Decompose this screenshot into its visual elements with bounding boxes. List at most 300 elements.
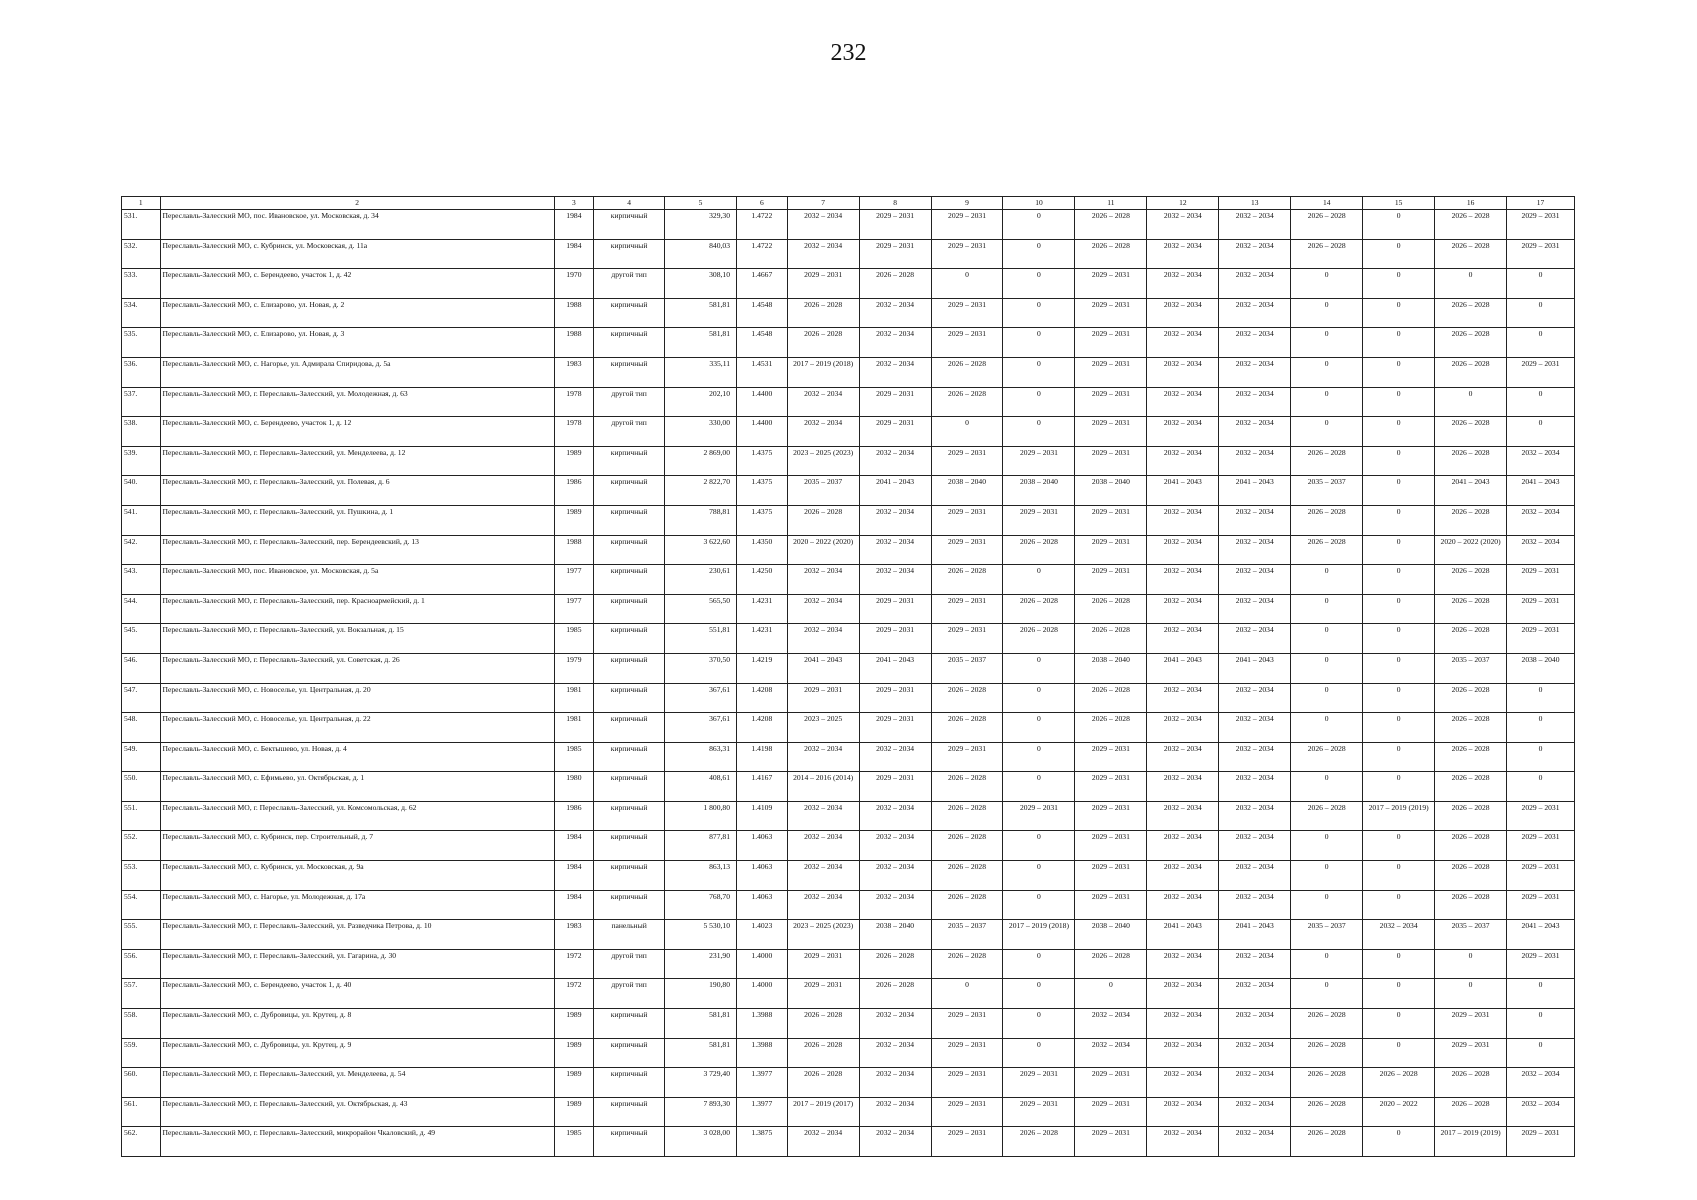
table-cell: 1981	[554, 683, 594, 713]
table-cell: 2029 – 2031	[1507, 210, 1575, 240]
table-cell: 2032 – 2034	[1219, 890, 1291, 920]
table-cell: 556.	[122, 949, 161, 979]
table-cell: 2038 – 2040	[1075, 920, 1147, 950]
table-cell: 408,61	[665, 772, 737, 802]
table-cell: 1988	[554, 535, 594, 565]
table-cell: 2032 – 2034	[1147, 890, 1219, 920]
table-cell: 2026 – 2028	[1291, 742, 1363, 772]
column-header: 3	[554, 197, 594, 210]
table-cell: 2029 – 2031	[1003, 1068, 1075, 1098]
table-cell: 1.4667	[737, 269, 788, 299]
table-cell: 1977	[554, 565, 594, 595]
table-cell: 1988	[554, 298, 594, 328]
table-cell: 2032 – 2034	[1219, 979, 1291, 1009]
table-cell: 2032 – 2034	[1219, 298, 1291, 328]
table-cell: 0	[1507, 742, 1575, 772]
table-cell: 0	[1363, 831, 1435, 861]
table-row	[122, 861, 1575, 891]
table-cell: Переславль-Залесский МО, г. Переславль-Залесский, ул. Менделеева, д. 54	[160, 1068, 554, 1098]
table-cell: 2032 – 2034	[787, 417, 859, 447]
table-cell: 2032 – 2034	[1147, 831, 1219, 861]
table-row	[122, 387, 1575, 417]
table-cell: 2032 – 2034	[1219, 861, 1291, 891]
table-cell: 0	[1363, 713, 1435, 743]
table-cell: Переславль-Залесский МО, с. Новоселье, ул. Центральная, д. 20	[160, 683, 554, 713]
table-row	[122, 535, 1575, 565]
column-header: 6	[737, 197, 788, 210]
table-cell: 1.4375	[737, 446, 788, 476]
table-cell: 0	[1291, 979, 1363, 1009]
table-row	[122, 565, 1575, 595]
table-cell: 2029 – 2031	[1435, 1038, 1507, 1068]
table-cell: 2032 – 2034	[1219, 505, 1291, 535]
table-cell: 2032 – 2034	[1219, 683, 1291, 713]
table-cell: 2032 – 2034	[859, 861, 931, 891]
table-cell: 0	[1363, 624, 1435, 654]
table-row	[122, 239, 1575, 269]
table-cell: 2026 – 2028	[1435, 446, 1507, 476]
table-body	[122, 210, 1575, 1157]
table-cell: 2032 – 2034	[859, 1097, 931, 1127]
table-cell: 2029 – 2031	[1075, 890, 1147, 920]
table-cell: другой тип	[594, 387, 665, 417]
column-header: 5	[665, 197, 737, 210]
table-cell: Переславль-Залесский МО, с. Елизарово, ул. Новая, д. 2	[160, 298, 554, 328]
table-cell: 2029 – 2031	[1075, 1097, 1147, 1127]
table-row	[122, 1038, 1575, 1068]
table-cell: 1985	[554, 624, 594, 654]
table-cell: Переславль-Залесский МО, г. Переславль-Залесский, ул. Октябрьская, д. 43	[160, 1097, 554, 1127]
table-cell: 2029 – 2031	[931, 210, 1003, 240]
table-cell: 537.	[122, 387, 161, 417]
table-cell: 0	[1363, 239, 1435, 269]
table-cell: 2032 – 2034	[1507, 446, 1575, 476]
table-cell: 2032 – 2034	[1147, 801, 1219, 831]
table-cell: 2032 – 2034	[787, 861, 859, 891]
table-cell: 2029 – 2031	[1003, 1097, 1075, 1127]
table-cell: 2026 – 2028	[859, 979, 931, 1009]
table-cell: 2032 – 2034	[1147, 357, 1219, 387]
table-cell: 2026 – 2028	[1435, 594, 1507, 624]
table-cell: 1.4167	[737, 772, 788, 802]
table-cell: 0	[1363, 535, 1435, 565]
table-cell: 2032 – 2034	[1147, 565, 1219, 595]
table-cell: 2029 – 2031	[931, 505, 1003, 535]
table-cell: 2029 – 2031	[1507, 239, 1575, 269]
table-cell: 0	[1291, 831, 1363, 861]
table-cell: 2032 – 2034	[1219, 772, 1291, 802]
column-header: 2	[160, 197, 554, 210]
table-cell: Переславль-Залесский МО, с. Ефимьево, ул. Октябрьская, д. 1	[160, 772, 554, 802]
table-cell: 2032 – 2034	[1219, 742, 1291, 772]
table-cell: 0	[1291, 594, 1363, 624]
table-cell: кирпичный	[594, 653, 665, 683]
table-cell: 2038 – 2040	[1075, 653, 1147, 683]
table-cell: 2026 – 2028	[931, 387, 1003, 417]
table-cell: 2041 – 2043	[1507, 920, 1575, 950]
table-row	[122, 417, 1575, 447]
table-cell: 2029 – 2031	[1507, 624, 1575, 654]
table-cell: 555.	[122, 920, 161, 950]
table-cell: 2026 – 2028	[1003, 1127, 1075, 1157]
table-cell: 554.	[122, 890, 161, 920]
table-cell: 0	[1507, 1038, 1575, 1068]
table-cell: 2035 – 2037	[1435, 920, 1507, 950]
table-cell: 1.4722	[737, 210, 788, 240]
table-cell: 2035 – 2037	[931, 653, 1003, 683]
table-cell: 1.4063	[737, 861, 788, 891]
table-cell: кирпичный	[594, 861, 665, 891]
table-cell: 0	[1507, 772, 1575, 802]
table-cell: кирпичный	[594, 298, 665, 328]
table-cell: 2026 – 2028	[1003, 624, 1075, 654]
table-cell: 2032 – 2034	[1147, 1038, 1219, 1068]
table-cell: 0	[1291, 417, 1363, 447]
table-cell: 1.4400	[737, 417, 788, 447]
data-table	[121, 196, 1575, 1157]
table-cell: 2032 – 2034	[1219, 1068, 1291, 1098]
table-cell: 2026 – 2028	[1003, 594, 1075, 624]
table-cell: 2026 – 2028	[1435, 417, 1507, 447]
table-cell: 0	[1291, 298, 1363, 328]
table-cell: кирпичный	[594, 535, 665, 565]
table-cell: кирпичный	[594, 210, 665, 240]
table-cell: 0	[1363, 505, 1435, 535]
column-header: 1	[122, 197, 161, 210]
table-cell: Переславль-Залесский МО, с. Дубровицы, ул. Крутец, д. 8	[160, 1009, 554, 1039]
table-cell: 2035 – 2037	[931, 920, 1003, 950]
table-cell: 0	[1291, 683, 1363, 713]
table-cell: Переславль-Залесский МО, г. Переславль-Залесский, ул. Гагарина, д. 30	[160, 949, 554, 979]
table-cell: 2032 – 2034	[787, 1127, 859, 1157]
table-cell: 0	[1291, 328, 1363, 358]
table-cell: 2041 – 2043	[1219, 476, 1291, 506]
table-cell: 2026 – 2028	[1435, 742, 1507, 772]
table-cell: 2032 – 2034	[1147, 535, 1219, 565]
table-cell: 1.4350	[737, 535, 788, 565]
table-cell: 1.4219	[737, 653, 788, 683]
column-header: 7	[787, 197, 859, 210]
table-cell: 2029 – 2031	[931, 535, 1003, 565]
table-cell: 2026 – 2028	[931, 890, 1003, 920]
table-cell: кирпичный	[594, 1127, 665, 1157]
table-cell: 2032 – 2034	[1219, 1127, 1291, 1157]
table-cell: 2029 – 2031	[1075, 269, 1147, 299]
table-cell: Переславль-Залесский МО, пос. Ивановское, ул. Московская, д. 5а	[160, 565, 554, 595]
table-cell: 367,61	[665, 713, 737, 743]
table-cell: 2032 – 2034	[1219, 1038, 1291, 1068]
table-cell: 1.3977	[737, 1068, 788, 1098]
table-cell: 2032 – 2034	[1147, 1068, 1219, 1098]
table-cell: 2035 – 2037	[787, 476, 859, 506]
table-cell: 0	[1003, 713, 1075, 743]
table-cell: 1977	[554, 594, 594, 624]
table-cell: 2026 – 2028	[931, 861, 1003, 891]
table-cell: 2 822,70	[665, 476, 737, 506]
table-cell: панельный	[594, 920, 665, 950]
table-cell: 2032 – 2034	[1147, 328, 1219, 358]
table-cell: 581,81	[665, 328, 737, 358]
table-row	[122, 328, 1575, 358]
table-cell: 2029 – 2031	[931, 328, 1003, 358]
table-row	[122, 1009, 1575, 1039]
table-cell: 2041 – 2043	[1507, 476, 1575, 506]
table-cell: Переславль-Залесский МО, г. Переславль-Залесский, пер. Красноармейский, д. 1	[160, 594, 554, 624]
table-cell: 0	[1363, 565, 1435, 595]
table-cell: 1989	[554, 1068, 594, 1098]
table-cell: 2029 – 2031	[1507, 594, 1575, 624]
table-row	[122, 742, 1575, 772]
table-cell: 0	[1291, 949, 1363, 979]
table-cell: 2032 – 2034	[859, 742, 931, 772]
table-cell: 1.4000	[737, 949, 788, 979]
column-header: 17	[1507, 197, 1575, 210]
table-row	[122, 831, 1575, 861]
table-cell: 542.	[122, 535, 161, 565]
table-cell: 2029 – 2031	[931, 239, 1003, 269]
table-cell: другой тип	[594, 269, 665, 299]
table-cell: 560.	[122, 1068, 161, 1098]
table-cell: 2026 – 2028	[859, 269, 931, 299]
table-cell: 2029 – 2031	[1507, 801, 1575, 831]
table-cell: 367,61	[665, 683, 737, 713]
table-cell: 2029 – 2031	[1507, 831, 1575, 861]
table-cell: 2026 – 2028	[787, 505, 859, 535]
table-cell: 2026 – 2028	[1003, 535, 1075, 565]
table-cell: кирпичный	[594, 772, 665, 802]
table-cell: 2029 – 2031	[787, 269, 859, 299]
table-cell: 0	[1291, 387, 1363, 417]
table-cell: Переславль-Залесский МО, г. Переславль-Залесский, ул. Советская, д. 26	[160, 653, 554, 683]
table-cell: 2026 – 2028	[1363, 1068, 1435, 1098]
table-cell: 0	[1363, 772, 1435, 802]
table-cell: 7 893,30	[665, 1097, 737, 1127]
table-cell: кирпичный	[594, 1097, 665, 1127]
table-cell: 1.4208	[737, 683, 788, 713]
table-cell: 2035 – 2037	[1291, 920, 1363, 950]
table-cell: 0	[1363, 328, 1435, 358]
column-header: 11	[1075, 197, 1147, 210]
table-row	[122, 949, 1575, 979]
table-cell: 2032 – 2034	[1507, 1068, 1575, 1098]
table-cell: 2029 – 2031	[1075, 772, 1147, 802]
table-cell: 2023 – 2025 (2023)	[787, 920, 859, 950]
table-cell: 202,10	[665, 387, 737, 417]
table-cell: Переславль-Залесский МО, с. Нагорье, ул. Адмирала Спиридова, д. 5а	[160, 357, 554, 387]
table-cell: 1989	[554, 505, 594, 535]
column-header: 10	[1003, 197, 1075, 210]
table-cell: 2026 – 2028	[1075, 624, 1147, 654]
table-cell: 2038 – 2040	[931, 476, 1003, 506]
table-cell: 0	[1291, 653, 1363, 683]
table-cell: 2029 – 2031	[787, 683, 859, 713]
table-cell: 551.	[122, 801, 161, 831]
table-cell: 2032 – 2034	[787, 210, 859, 240]
table-cell: 335,11	[665, 357, 737, 387]
table-cell: 2032 – 2034	[1219, 446, 1291, 476]
table-cell: 2026 – 2028	[1075, 683, 1147, 713]
table-cell: 788,81	[665, 505, 737, 535]
table-cell: 2017 – 2019 (2017)	[787, 1097, 859, 1127]
table-cell: кирпичный	[594, 565, 665, 595]
table-cell: Переславль-Залесский МО, г. Переславль-Залесский, ул. Менделеева, д. 12	[160, 446, 554, 476]
table-cell: 0	[1003, 239, 1075, 269]
table-cell: 557.	[122, 979, 161, 1009]
table-cell: другой тип	[594, 949, 665, 979]
table-cell: 581,81	[665, 1038, 737, 1068]
table-cell: 0	[1003, 831, 1075, 861]
table-cell: 2026 – 2028	[1291, 505, 1363, 535]
table-cell: 2020 – 2022 (2020)	[787, 535, 859, 565]
table-cell: 1970	[554, 269, 594, 299]
table-cell: 2029 – 2031	[859, 624, 931, 654]
table-cell: кирпичный	[594, 239, 665, 269]
table-cell: 2029 – 2031	[1075, 1068, 1147, 1098]
table-cell: 0	[1003, 269, 1075, 299]
table-cell: Переславль-Залесский МО, пос. Ивановское, ул. Московская, д. 34	[160, 210, 554, 240]
table-cell: 1.4023	[737, 920, 788, 950]
table-cell: 2029 – 2031	[931, 1068, 1003, 1098]
table-cell: 1.3988	[737, 1009, 788, 1039]
table-cell: 2026 – 2028	[931, 831, 1003, 861]
table-cell: 2032 – 2034	[859, 446, 931, 476]
table-cell: Переславль-Залесский МО, г. Переславль-Залесский, микрорайон Чкаловский, д. 49	[160, 1127, 554, 1157]
table-cell: 0	[1003, 890, 1075, 920]
table-cell: 2026 – 2028	[1075, 949, 1147, 979]
table-cell: 2032 – 2034	[1147, 1097, 1219, 1127]
table-cell: 2029 – 2031	[1075, 535, 1147, 565]
table-cell: 2041 – 2043	[859, 476, 931, 506]
table-cell: 0	[1363, 1127, 1435, 1157]
table-cell: 2032 – 2034	[1219, 535, 1291, 565]
table-cell: 2020 – 2022 (2020)	[1435, 535, 1507, 565]
table-cell: 2029 – 2031	[931, 594, 1003, 624]
table-cell: 0	[1003, 417, 1075, 447]
table-cell: 2032 – 2034	[859, 831, 931, 861]
table-cell: 2032 – 2034	[859, 505, 931, 535]
table-cell: 2032 – 2034	[1219, 713, 1291, 743]
table-cell: 1985	[554, 742, 594, 772]
table-cell: 0	[1507, 298, 1575, 328]
table-cell: 534.	[122, 298, 161, 328]
table-cell: 2032 – 2034	[1219, 269, 1291, 299]
table-cell: Переславль-Залесский МО, г. Переславль-Залесский, ул. Полевая, д. 6	[160, 476, 554, 506]
table-cell: 0	[1003, 210, 1075, 240]
table-cell: 2026 – 2028	[931, 801, 1003, 831]
table-cell: Переславль-Залесский МО, г. Переславль-Залесский, ул. Комсомольская, д. 62	[160, 801, 554, 831]
table-cell: 1978	[554, 417, 594, 447]
table-cell: 2032 – 2034	[1147, 979, 1219, 1009]
table-cell: 2041 – 2043	[1147, 653, 1219, 683]
table-cell: 2038 – 2040	[859, 920, 931, 950]
table-cell: 2029 – 2031	[859, 417, 931, 447]
table-cell: 1984	[554, 210, 594, 240]
table-cell: 535.	[122, 328, 161, 358]
table-cell: 2029 – 2031	[1507, 861, 1575, 891]
table-cell: 2026 – 2028	[1291, 446, 1363, 476]
table-row	[122, 298, 1575, 328]
table-cell: 2029 – 2031	[1435, 1009, 1507, 1039]
table-cell: 190,80	[665, 979, 737, 1009]
table-cell: 5 530,10	[665, 920, 737, 950]
table-cell: кирпичный	[594, 594, 665, 624]
table-cell: 551,81	[665, 624, 737, 654]
table-cell: 0	[1363, 476, 1435, 506]
table-cell: 2029 – 2031	[1507, 1127, 1575, 1157]
table-cell: 2032 – 2034	[1147, 713, 1219, 743]
table-cell: 2032 – 2034	[1075, 1038, 1147, 1068]
table-row	[122, 772, 1575, 802]
table-cell: 2026 – 2028	[1075, 713, 1147, 743]
table-cell: Переславль-Залесский МО, г. Переславль-Залесский, пер. Берендеевский, д. 13	[160, 535, 554, 565]
table-cell: 2029 – 2031	[1507, 949, 1575, 979]
table-cell: 2029 – 2031	[1075, 505, 1147, 535]
table-cell: 1.4198	[737, 742, 788, 772]
table-cell: 546.	[122, 653, 161, 683]
table-cell: 549.	[122, 742, 161, 772]
table-cell: кирпичный	[594, 1038, 665, 1068]
table-cell: 2026 – 2028	[931, 565, 1003, 595]
table-cell: 2026 – 2028	[1435, 890, 1507, 920]
table-row	[122, 801, 1575, 831]
table-cell: Переславль-Залесский МО, с. Берендеево, участок 1, д. 42	[160, 269, 554, 299]
table-cell: 0	[1363, 357, 1435, 387]
table-cell: кирпичный	[594, 446, 665, 476]
table-cell: 230,61	[665, 565, 737, 595]
table-cell: 1989	[554, 446, 594, 476]
table-cell: 565,50	[665, 594, 737, 624]
table-cell: 2032 – 2034	[1219, 210, 1291, 240]
table-cell: 2026 – 2028	[1291, 210, 1363, 240]
table-row	[122, 505, 1575, 535]
table-cell: 2032 – 2034	[1147, 594, 1219, 624]
table-cell: 2026 – 2028	[1075, 210, 1147, 240]
table-cell: 0	[1003, 742, 1075, 772]
table-cell: 2029 – 2031	[1507, 565, 1575, 595]
table-row	[122, 653, 1575, 683]
table-cell: 2029 – 2031	[859, 594, 931, 624]
table-cell: 2029 – 2031	[931, 1097, 1003, 1127]
table-cell: 0	[1363, 269, 1435, 299]
table-cell: 2029 – 2031	[1075, 328, 1147, 358]
table-cell: 0	[1435, 269, 1507, 299]
table-cell: Переславль-Залесский МО, г. Переславль-Залесский, ул. Молодежная, д. 63	[160, 387, 554, 417]
table-cell: 2032 – 2034	[1147, 683, 1219, 713]
table-cell: 2032 – 2034	[1147, 861, 1219, 891]
table-cell: 2026 – 2028	[1291, 535, 1363, 565]
table-cell: 2026 – 2028	[1435, 772, 1507, 802]
table-cell: 2029 – 2031	[1075, 861, 1147, 891]
table-cell: 0	[1363, 979, 1435, 1009]
table-cell: 2032 – 2034	[1219, 594, 1291, 624]
table-cell: 2026 – 2028	[931, 949, 1003, 979]
table-cell: 0	[1363, 861, 1435, 891]
table-cell: 0	[1003, 861, 1075, 891]
table-cell: 1984	[554, 239, 594, 269]
table-cell: кирпичный	[594, 1068, 665, 1098]
table-cell: 308,10	[665, 269, 737, 299]
table-cell: 2029 – 2031	[931, 298, 1003, 328]
table-cell: 2026 – 2028	[1075, 594, 1147, 624]
table-cell: 559.	[122, 1038, 161, 1068]
table-cell: Переславль-Залесский МО, г. Переславль-Залесский, ул. Разведчика Петрова, д. 10	[160, 920, 554, 950]
table-cell: 2032 – 2034	[859, 801, 931, 831]
table-cell: 1.4548	[737, 328, 788, 358]
table-cell: кирпичный	[594, 1009, 665, 1039]
table-cell: 2041 – 2043	[859, 653, 931, 683]
table-row	[122, 890, 1575, 920]
table-cell: 2032 – 2034	[1507, 505, 1575, 535]
